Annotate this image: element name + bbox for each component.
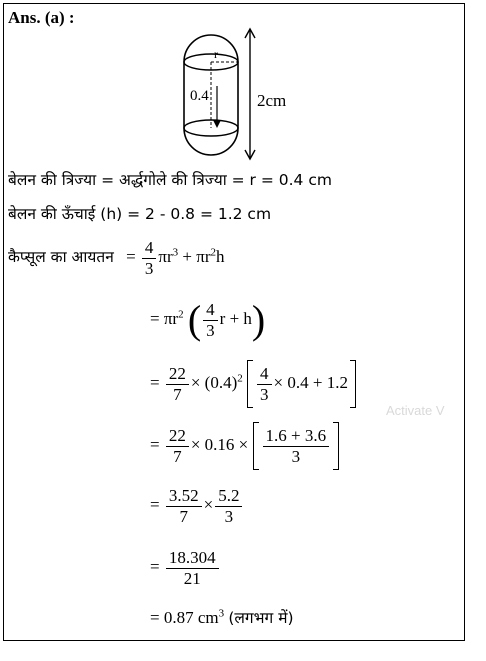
answer-heading: Ans. (a) : [8, 8, 75, 27]
activation-watermark: Activate V [386, 403, 445, 418]
simplification-step: = $\frac{22}{7}$ × 0.16 × $\frac{1.6 + 3.6}{3}$ [150, 422, 339, 470]
result-fraction-step: = $\frac{18.304}{21}$ [150, 548, 221, 588]
total-height-label: 2cm [257, 91, 287, 110]
height-statement: बेलन की ऊँचाई (h) = 2 - 0.8 = 1.2 cm [8, 205, 272, 223]
bottom-hemisphere [184, 128, 238, 155]
final-answer: = 0.87 $cm^3$ (लगभग में) [150, 607, 294, 627]
capsule-diagram [170, 24, 310, 164]
factored-formula: = $\pi r^2$ ( $\frac{4}{3}$ r + h) [150, 297, 266, 343]
radius-label: r [214, 47, 218, 61]
fraction: $\frac{4}{3}$ [142, 238, 157, 278]
volume-formula: कैप्सूल का आयतन = $\frac{4}{3}$ $\pi r^3 + \pi r^2h$ [8, 238, 225, 278]
product-step: = $\frac{3.52}{7}$ × $\frac{5.2}{3}$ [150, 486, 244, 526]
radius-statement: बेलन की त्रिज्या = अर्द्धगोले की त्रिज्या = r = 0.4 cm [8, 171, 332, 189]
top-hemisphere [184, 35, 238, 62]
substitution-step: = $\frac{22}{7}$ × $(0.4)^2$ $\frac{4}{3}$ × 0.4 + 1.2 [150, 360, 356, 408]
cylinder-height-label: 0.4 [190, 88, 209, 104]
